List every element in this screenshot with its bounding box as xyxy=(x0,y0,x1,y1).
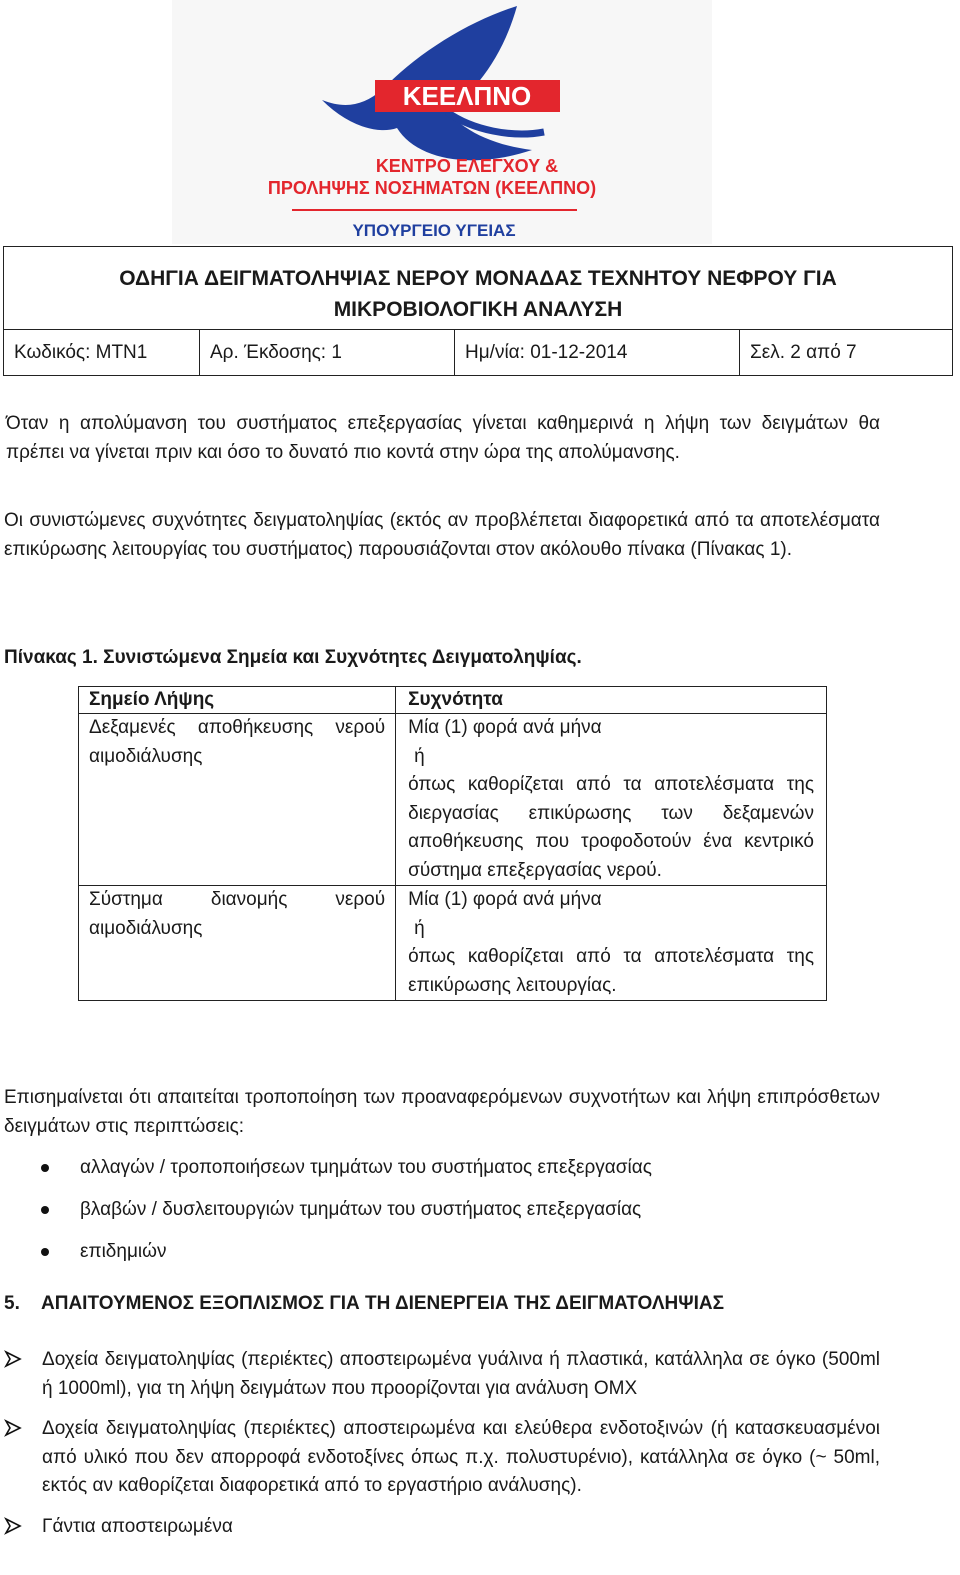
list-item-text: αλλαγών / τροποποιήσεων τμημάτων του συστήματος επεξεργασίας xyxy=(80,1157,652,1178)
list-item-text: βλαβών / δυσλειτουργιών τμημάτων του συστήματος επεξεργασίας xyxy=(80,1199,642,1220)
logo-ministry: ΥΠΟΥΡΓΕΙΟ ΥΓΕΙΑΣ xyxy=(352,221,516,240)
page-number: Σελ. 2 από 7 xyxy=(740,330,953,376)
table-caption: Πίνακας 1. Συνιστώμενα Σημεία και Συχνότητες Δειγματοληψίας. xyxy=(4,647,582,668)
frequency-detail: όπως καθορίζεται από τα αποτελέσματα της διεργασίας επικύρωσης των δεξαμενών αποθήκευσης που τροφοδοτούν ένα κεντρικό σύστημα επεξεργασίας νερού. xyxy=(408,774,814,881)
document-code: Κωδικός: ΜΤΝ1 xyxy=(4,330,200,376)
list-item xyxy=(40,1194,652,1236)
list-item-text: Δοχεία δειγματοληψίας (περιέκτες) αποστειρωμένα γυάλινα ή πλαστικά, κατάλληλα σε όγκο (500ml ή 1000ml), για τη λήψη δειγμάτων που προορίζονται για ανάλυση ΟΜΧ xyxy=(42,1349,880,1399)
list-item xyxy=(4,1415,880,1501)
list-item-text: Δοχεία δειγματοληψίας (περιέκτες) αποστειρωμένα και ελεύθερα ενδοτοξινών (ή κατασκευασμένοι από υλικό που δεν απορροφά ενδοτοξίνες όπως π.χ. πολυστυρένιο), κατάλληλα σε όγκο (~ 50ml, εκτός αν καθορίζεται διαφορετικά από το εργαστήριο ανάλυσης). xyxy=(42,1418,880,1496)
cell-point: Σύστημα διανομής νερού αιμοδιάλυσης xyxy=(79,886,396,1001)
document-title xyxy=(4,247,953,330)
title-line-1: ΟΔΗΓΙΑ ΔΕΙΓΜΑΤΟΛΗΨΙΑΣ ΝΕΡΟΥ ΜΟΝΑΔΑΣ ΤΕΧΝΗΤΟΥ ΝΕΦΡΟΥ ΓΙΑ xyxy=(119,267,837,290)
equipment-list xyxy=(4,1346,880,1553)
column-header-point: Σημείο Λήψης xyxy=(79,687,396,714)
logo-line1: ΚΕΝΤΡΟ ΕΛΕΓΧΟΥ & xyxy=(375,156,559,176)
frequency-main: Μία (1) φορά ανά μήνα xyxy=(408,889,602,910)
frequency-main: Μία (1) φορά ανά μήνα xyxy=(408,717,602,738)
table-row xyxy=(79,714,827,886)
table-row xyxy=(79,886,827,1001)
list-item xyxy=(4,1346,880,1403)
keelpno-logo xyxy=(172,0,712,244)
document-edition: Αρ. Έκδοσης: 1 xyxy=(200,330,455,376)
list-item-text: Γάντια αποστειρωμένα xyxy=(42,1515,233,1537)
frequency-detail: όπως καθορίζεται από τα αποτελέσματα της επικύρωσης λειτουργίας. xyxy=(408,946,814,996)
list-item-text: επιδημιών xyxy=(80,1241,167,1262)
frequency-or: ή xyxy=(414,917,425,939)
paragraph-frequencies: Οι συνιστώμενες συχνότητες δειγματοληψίας (εκτός αν προβλέπεται διαφορετικά από τα αποτελέσματα επικύρωσης λειτουργίας του συστήματος) παρουσιάζονται στον ακόλουθο πίνακα (Πίνακας 1). xyxy=(4,510,880,560)
logo-brand: ΚΕΕΛΠΝΟ xyxy=(402,81,532,111)
section-heading xyxy=(4,1293,724,1315)
document-header xyxy=(3,246,953,376)
logo-line2: ΠΡΟΛΗΨΗΣ ΝΟΣΗΜΑΤΩΝ (ΚΕΕΛΠΝΟ) xyxy=(267,178,597,198)
section-number: 5. xyxy=(4,1293,20,1314)
bullet-icon xyxy=(41,1248,49,1256)
bullet-icon xyxy=(41,1164,49,1172)
title-line-2: ΜΙΚΡΟΒΙΟΛΟΓΙΚΗ ΑΝΑΛΥΣΗ xyxy=(333,298,623,321)
bullet-icon xyxy=(41,1206,49,1214)
column-header-frequency: Συχνότητα xyxy=(396,687,827,714)
cell-frequency xyxy=(396,886,827,1001)
arrow-bullet-icon xyxy=(4,1517,22,1535)
paragraph-modifications: Επισημαίνεται ότι απαιτείται τροποποίηση των προαναφερόμενων συχνοτήτων και λήψη επιπρόσθετων δειγμάτων στις περιπτώσεις: xyxy=(4,1087,880,1137)
list-item xyxy=(40,1152,652,1194)
cases-list xyxy=(40,1152,652,1278)
section-title: ΑΠΑΙΤΟΥΜΕΝΟΣ ΕΞΟΠΛΙΣΜΟΣ ΓΙΑ ΤΗ ΔΙΕΝΕΡΓΕΙΑ ΤΗΣ ΔΕΙΓΜΑΤΟΛΗΨΙΑΣ xyxy=(41,1293,724,1314)
frequency-or: ή xyxy=(414,745,425,767)
sampling-frequency-table xyxy=(78,686,827,1001)
list-item xyxy=(40,1236,652,1278)
document-date: Ημ/νία: 01-12-2014 xyxy=(455,330,740,376)
cell-point: Δεξαμενές αποθήκευσης νερού αιμοδιάλυσης xyxy=(79,714,396,886)
arrow-bullet-icon xyxy=(4,1419,22,1437)
list-item xyxy=(4,1513,880,1542)
cell-frequency xyxy=(396,714,827,886)
arrow-bullet-icon xyxy=(4,1350,22,1368)
paragraph-disinfection: Όταν η απολύμανση του συστήματος επεξεργασίας γίνεται καθημερινά η λήψη των δειγμάτων θα πρέπει να γίνεται πριν και όσο το δυνατό πιο κοντά στην ώρα της απολύμανσης. xyxy=(6,413,880,463)
